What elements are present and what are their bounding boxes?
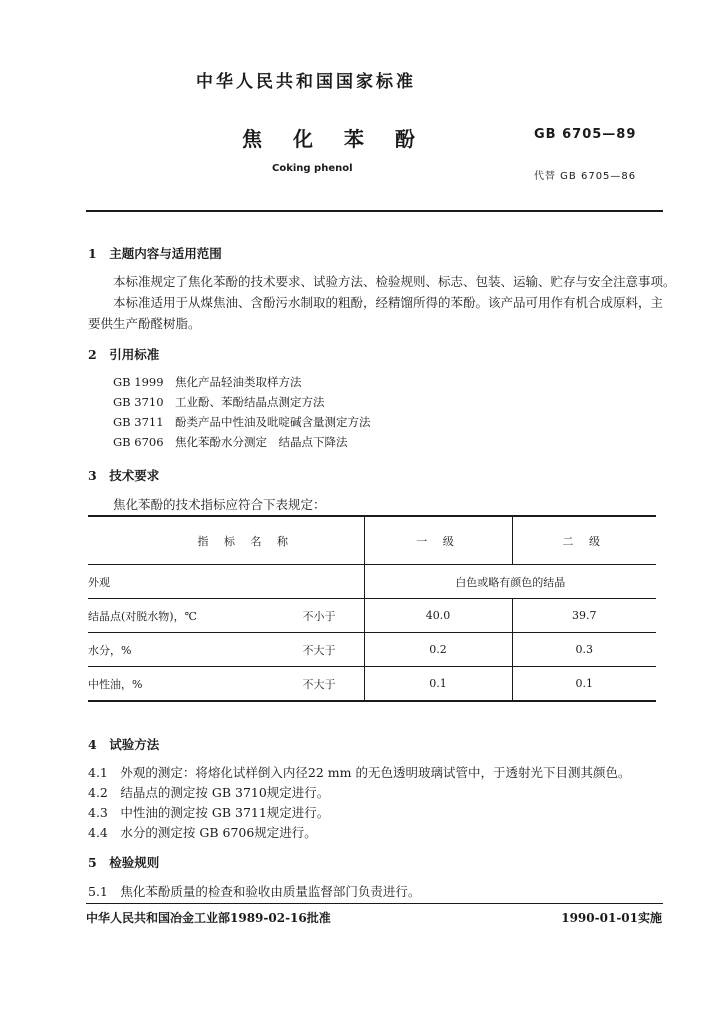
- limit-qualifier: 不大于: [302, 643, 336, 657]
- grade-2-value: 0.3: [512, 633, 656, 667]
- reference-item: GB 3711 酚类产品中性油及吡啶碱含量测定方法: [113, 415, 371, 429]
- grade-1-value: 0.2: [364, 633, 512, 667]
- test-method-item: 4.1 外观的测定：将熔化试样倒入内径22 mm 的无色透明玻璃试管中，于透射光下目测其颜色。: [88, 765, 631, 780]
- test-method-item: 4.2 结晶点的测定按 GB 3710规定进行。: [88, 785, 330, 800]
- row-name-appearance: 外观: [88, 565, 364, 599]
- section-1-paragraph-2-cont: 要供生产酚醛树脂。: [88, 316, 201, 331]
- approval-note: 中华人民共和国冶金工业部1989-02-16批准: [86, 911, 331, 925]
- section-3-heading: 3 技术要求: [88, 468, 160, 483]
- row-name: [88, 667, 364, 702]
- column-header-grade-2: 二 级: [512, 516, 656, 565]
- implementation-date: 1990-01-01实施: [561, 911, 662, 925]
- test-method-item: 4.3 中性油的测定按 GB 3711规定进行。: [88, 805, 330, 820]
- test-method-item: 4.4 水分的测定按 GB 6706规定进行。: [88, 825, 317, 840]
- grade-2-value: 0.1: [512, 667, 656, 702]
- indicator-name: 水分，%: [88, 643, 132, 657]
- table-row: [88, 599, 656, 633]
- document-title: 焦 化 苯 酚: [242, 127, 427, 151]
- reference-item: GB 1999 焦化产品轻油类取样方法: [113, 375, 302, 389]
- standard-code: GB 6705—89: [534, 127, 637, 142]
- grade-1-value: 0.1: [364, 667, 512, 702]
- section-4-heading: 4 试验方法: [88, 737, 160, 752]
- issuing-organization: 中华人民共和国国家标准: [196, 72, 416, 92]
- section-5-heading: 5 检验规则: [88, 855, 160, 870]
- column-header-grade-1: 一 级: [364, 516, 512, 565]
- row-name: [88, 599, 364, 633]
- table-row: [88, 633, 656, 667]
- section-1-heading: 1 主题内容与适用范围: [88, 246, 222, 261]
- reference-item: GB 6706 焦化苯酚水分测定 结晶点下降法: [113, 435, 348, 449]
- section-2-heading: 2 引用标准: [88, 347, 160, 362]
- indicator-name: 中性油，%: [88, 677, 143, 691]
- table-row: [88, 667, 656, 702]
- section-3-intro: 焦化苯酚的技术指标应符合下表规定：: [113, 497, 326, 512]
- grade-2-value: 39.7: [512, 599, 656, 633]
- inspection-rule-item: 5.1 焦化苯酚质量的检查和验收由质量监督部门负责进行。: [88, 884, 421, 899]
- specification-table: [88, 515, 656, 702]
- limit-qualifier: 不大于: [302, 677, 336, 691]
- column-header-indicator: 指 标 名 称: [88, 516, 364, 565]
- table-header-row: [88, 516, 656, 565]
- appearance-value: 白色或略有颜色的结晶: [364, 565, 656, 599]
- english-title: Coking phenol: [272, 163, 353, 174]
- reference-item: GB 3710 工业酚、苯酚结晶点测定方法: [113, 395, 325, 409]
- header-rule: [86, 210, 663, 212]
- indicator-name: 结晶点(对脱水物)，℃: [88, 609, 197, 623]
- replaces-standard: 代替 GB 6705—86: [534, 171, 637, 182]
- footer-rule: [86, 903, 663, 904]
- section-1-paragraph-1: 本标准规定了焦化苯酚的技术要求、试验方法、检验规则、标志、包装、运输、贮存与安全注意事项。: [113, 274, 676, 289]
- grade-1-value: 40.0: [364, 599, 512, 633]
- section-1-paragraph-2: 本标准适用于从煤焦油、含酚污水制取的粗酚，经精馏所得的苯酚。该产品可用作有机合成原料，主: [113, 295, 664, 310]
- row-name: [88, 633, 364, 667]
- limit-qualifier: 不小于: [302, 609, 336, 623]
- table-row: [88, 565, 656, 599]
